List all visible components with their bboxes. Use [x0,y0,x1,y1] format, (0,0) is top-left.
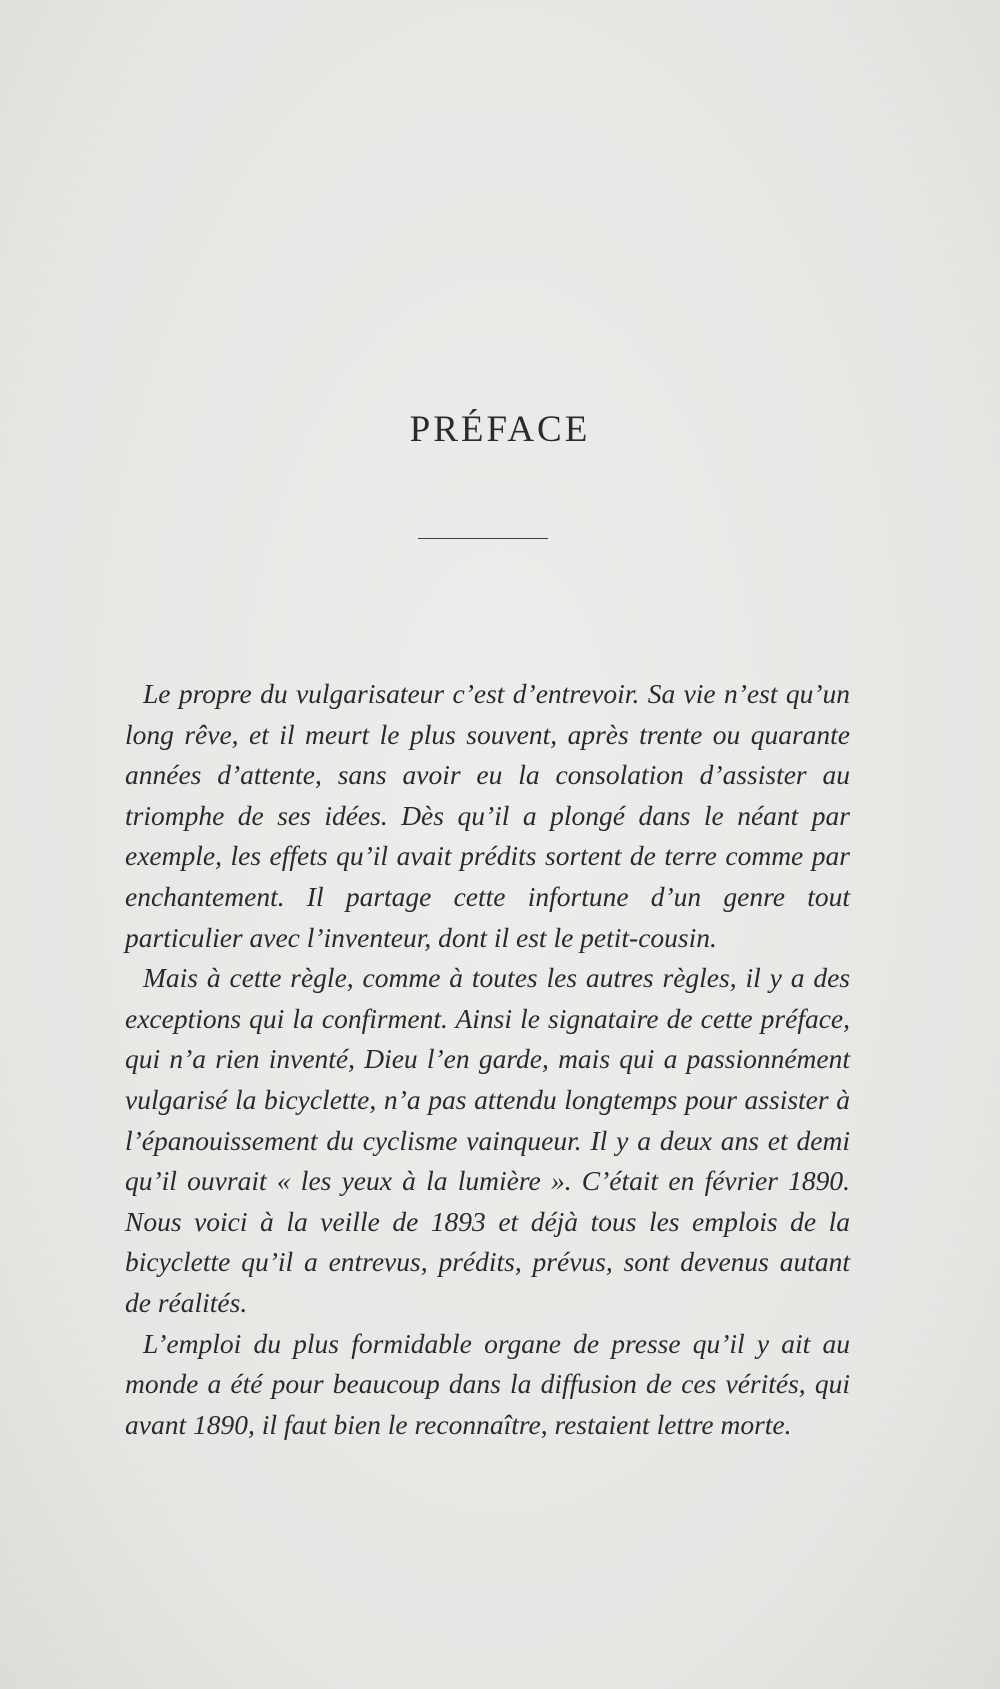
title-divider [418,538,548,539]
page-title: PRÉFACE [409,409,591,450]
preface-body [125,674,850,1445]
paragraph-2: Mais à cette règle, comme à toutes les autres règles, il y a des exceptions qui la confirment. Ainsi le signataire de cette préface, qui n’a rien inventé, Dieu l’en garde, mais qui a passionnément vulgarisé la bicyclette, n’a pas attendu longtemps pour assister à l’épanouissement du cyclisme vainqueur. Il y a deux ans et demi qu’il ouvrait « les yeux à la lumière ». C’était en février 1890. Nous voici à la veille de 1893 et déjà tous les emplois de la bicyclette qu’il a entrevus, prédits, prévus, sont devenus autant de réalités. [125,962,850,1318]
paragraph-1: Le propre du vulgarisateur c’est d’entrevoir. Sa vie n’est qu’un long rêve, et il meurt le plus souvent, après trente ou quarante années d’attente, sans avoir eu la consolation d’assister au triomphe de ses idées. Dès qu’il a plongé dans le néant par exemple, les effets qu’il avait prédits sortent de terre comme par enchantement. Il partage cette infortune d’un genre tout particulier avec l’inventeur, dont il est le petit-cousin. [125,678,850,953]
paragraph-3: L’emploi du plus formidable organe de presse qu’il y ait au monde a été pour beaucoup dans la diffusion de ces vérités, qui avant 1890, il faut bien le reconnaître, restaient lettre morte. [125,1327,850,1440]
